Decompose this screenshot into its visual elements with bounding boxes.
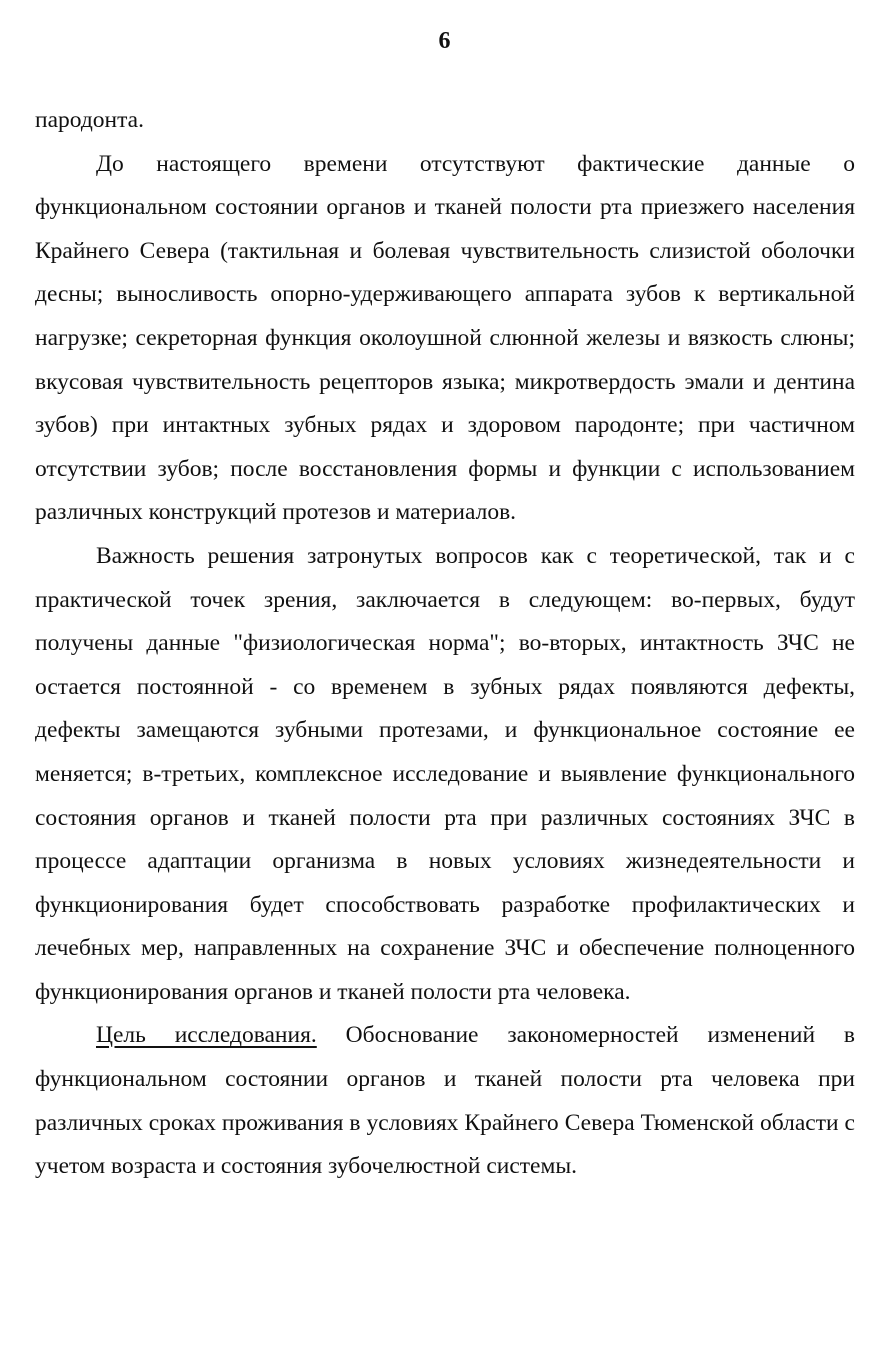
body-text (35, 99, 855, 1189)
paragraph-research-goal (35, 1014, 855, 1188)
paragraph-continuation: пародонта. (35, 107, 144, 133)
page-number: 6 (438, 28, 451, 54)
paragraph-missing-data: До настоящего времени отсутствуют фактические данные о функциональном состоянии органов и тканей полости рта приезжего населения Крайнего Севера (тактильная и болевая чувствительность слизистой оболочки десны; выносливость опорно-удерживающего аппарата зубов к вертикальной нагрузке; секреторная функция околоушной слюнной железы и вязкость слюны; вкусовая чувствительность рецепторов языка; микротвердость эмали и дентина зубов) при интактных зубных рядах и здоровом пародонте; при частичном отсутствии зубов; после восстановления формы и функции с использованием различных конструкций протезов и материалов. (35, 150, 855, 526)
research-goal-text: Обоснование закономерностей изменений в функциональном состоянии органов и тканей полости рта человека при различных сроках проживания в условиях Крайнего Севера Тюменской области с учетом возраста и состояния зубочелюстной системы. (35, 1022, 856, 1180)
paragraph-importance: Важность решения затронутых вопросов как с теоретической, так и с практической точек зрения, заключается в следующем: во-первых, будут получены данные "физиологическая норма"; во-вторых, интактность ЗЧС не остается постоянной - со временем в зубных рядах появляются дефекты, дефекты замещаются зубными протезами, и функциональное состояние ее меняется; в-третьих, комплексное исследование и выявление функционального состояния органов и тканей полости рта при различных состояниях ЗЧС в процессе адаптации организма в новых условиях жизнедеятельности и функционирования будет способствовать разработке профилактических и лечебных мер, направленных на сохранение ЗЧС и обеспечение полноценного функционирования органов и тканей полости рта человека. (35, 542, 855, 1005)
research-goal-heading: Цель исследования. (96, 1022, 317, 1049)
